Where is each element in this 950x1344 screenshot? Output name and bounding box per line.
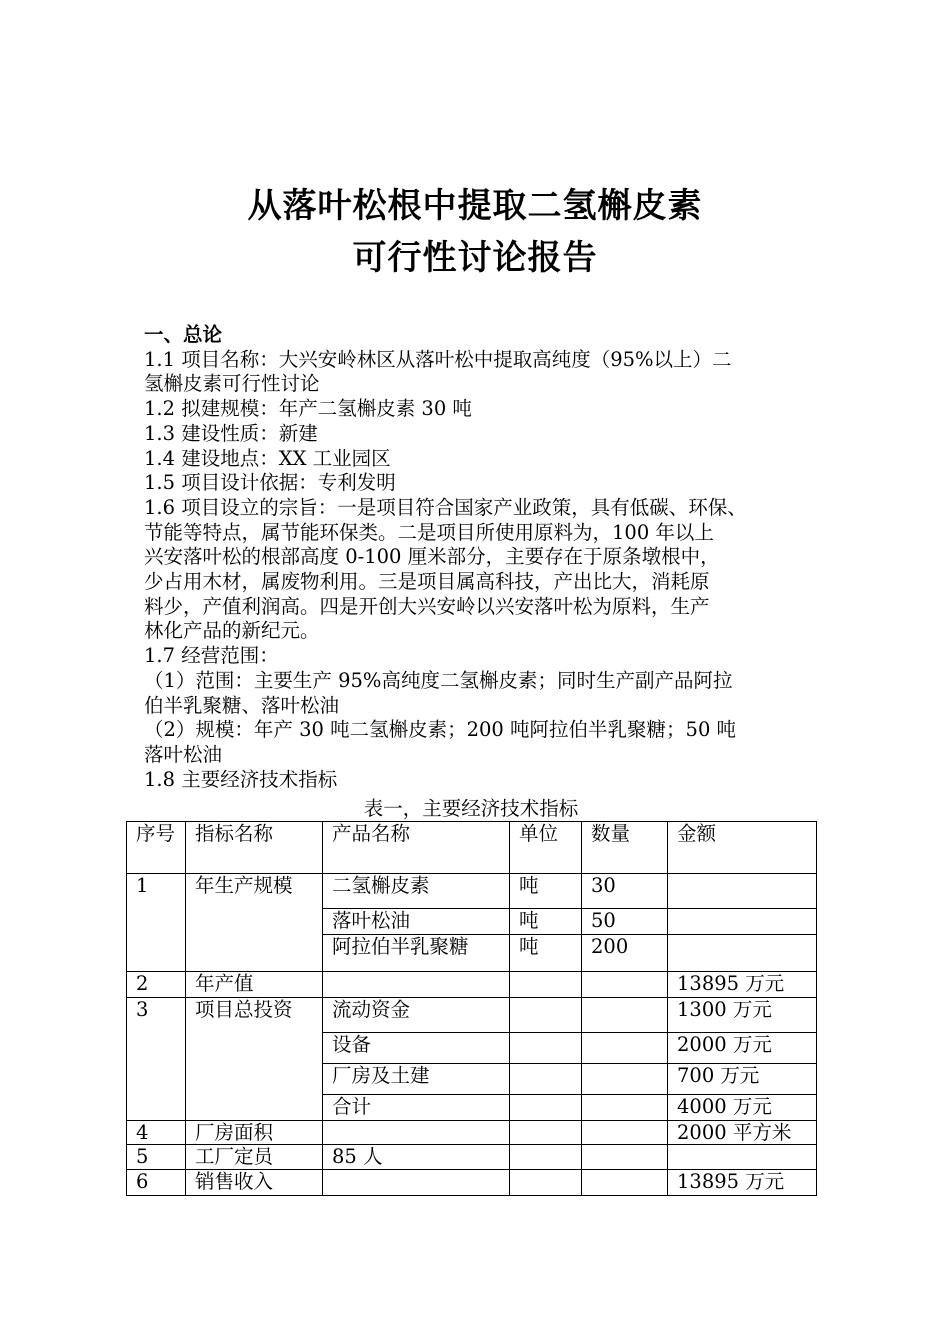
table-header-row bbox=[127, 822, 817, 874]
table-row bbox=[127, 1170, 817, 1196]
table-cell bbox=[582, 1095, 668, 1121]
table-cell: 年生产规模 bbox=[186, 874, 323, 972]
table-cell: 6 bbox=[127, 1170, 186, 1196]
table-cell bbox=[582, 998, 668, 1033]
table-cell: 2000 万元 bbox=[668, 1033, 817, 1064]
table-cell bbox=[510, 998, 582, 1033]
table-cell bbox=[510, 1145, 582, 1170]
paragraph-line: 1.7 经营范围： bbox=[144, 644, 279, 668]
table-cell bbox=[582, 972, 668, 998]
table-cell bbox=[510, 1033, 582, 1064]
header-cell: 数量 bbox=[582, 822, 668, 874]
table-cell: 吨 bbox=[510, 935, 582, 972]
paragraph-line: 节能等特点，属节能环保类。二是项目所使用原料为，100 年以上 bbox=[144, 520, 714, 544]
section-general bbox=[144, 323, 814, 792]
table-cell: 吨 bbox=[510, 909, 582, 935]
table-cell: 厂房面积 bbox=[186, 1121, 323, 1145]
table-cell: 工厂定员 bbox=[186, 1145, 323, 1170]
table-cell: 销售收入 bbox=[186, 1170, 323, 1196]
table-cell bbox=[582, 1145, 668, 1170]
paragraph-line: （1）范围：主要生产 95%高纯度二氢槲皮素；同时生产副产品阿拉 bbox=[144, 668, 733, 692]
paragraph-line: 兴安落叶松的根部高度 0-100 厘米部分，主要存在于原条墩根中， bbox=[144, 545, 720, 569]
table-cell bbox=[582, 1033, 668, 1064]
table-cell: 项目总投资 bbox=[186, 998, 323, 1121]
table-cell: 4 bbox=[127, 1121, 186, 1145]
section-heading: 一、总论 bbox=[144, 323, 223, 346]
paragraph-line: 1.8 主要经济技术指标 bbox=[144, 767, 338, 791]
table-cell: 合计 bbox=[323, 1095, 510, 1121]
header-cell: 序号 bbox=[127, 822, 186, 874]
table-cell bbox=[668, 935, 817, 972]
table-cell: 流动资金 bbox=[323, 998, 510, 1033]
paragraph-line: 1.6 项目设立的宗旨：一是项目符合国家产业政策，具有低碳、环保、 bbox=[144, 495, 747, 519]
paragraph-line: 氢槲皮素可行性讨论 bbox=[144, 372, 320, 396]
table-cell: 吨 bbox=[510, 874, 582, 909]
table-cell bbox=[582, 1170, 668, 1196]
table-cell: 5 bbox=[127, 1145, 186, 1170]
paragraph-line: （2）规模：年产 30 吨二氢槲皮素；200 吨阿拉伯半乳聚糖；50 吨 bbox=[144, 718, 737, 742]
table-row bbox=[127, 874, 817, 909]
table-cell: 30 bbox=[582, 874, 668, 909]
paragraph-line: 料少，产值利润高。四是开创大兴安岭以兴安落叶松为原料，生产 bbox=[144, 594, 710, 618]
header-cell: 单位 bbox=[510, 822, 582, 874]
header-cell: 指标名称 bbox=[186, 822, 323, 874]
table-cell bbox=[510, 1170, 582, 1196]
table-cell bbox=[510, 1064, 582, 1095]
paragraph-line: 1.3 建设性质：新建 bbox=[144, 421, 318, 445]
table-cell bbox=[510, 972, 582, 998]
table-row bbox=[127, 998, 817, 1033]
table-cell: 1 bbox=[127, 874, 186, 972]
paragraph-line: 少占用木材，属废物利用。三是项目属高科技，产出比大，消耗原 bbox=[144, 570, 710, 594]
table-cell bbox=[323, 1170, 510, 1196]
table-cell: 1300 万元 bbox=[668, 998, 817, 1033]
table-cell bbox=[668, 874, 817, 909]
table-cell: 200 bbox=[582, 935, 668, 972]
table-cell: 85 人 bbox=[323, 1145, 510, 1170]
document-title: 从落叶松根中提取二氢槲皮素 bbox=[247, 186, 703, 226]
table-caption: 表一，主要经济技术指标 bbox=[363, 797, 579, 820]
table-cell bbox=[510, 1121, 582, 1145]
table-cell: 2000 平方米 bbox=[668, 1121, 817, 1145]
table-cell: 阿拉伯半乳聚糖 bbox=[323, 935, 510, 972]
paragraph-line: 林化产品的新纪元。 bbox=[144, 619, 320, 643]
table-cell: 50 bbox=[582, 909, 668, 935]
table-cell: 3 bbox=[127, 998, 186, 1121]
table-cell: 年产值 bbox=[186, 972, 323, 998]
table-cell bbox=[582, 1064, 668, 1095]
paragraph-line: 落叶松油 bbox=[144, 742, 223, 766]
table-cell: 2 bbox=[127, 972, 186, 998]
table-cell: 13895 万元 bbox=[668, 1170, 817, 1196]
table-cell bbox=[582, 1121, 668, 1145]
paragraph-line: 伯半乳聚糖、落叶松油 bbox=[144, 693, 340, 717]
paragraph-line: 1.5 项目设计依据：专利发明 bbox=[144, 471, 396, 495]
table-cell: 落叶松油 bbox=[323, 909, 510, 935]
table-cell: 4000 万元 bbox=[668, 1095, 817, 1121]
table-cell bbox=[323, 972, 510, 998]
indicators-table bbox=[126, 821, 817, 1196]
header-cell: 金额 bbox=[668, 822, 817, 874]
table-row bbox=[127, 1121, 817, 1145]
document-subtitle: 可行性讨论报告 bbox=[352, 238, 598, 278]
table-cell bbox=[323, 1121, 510, 1145]
table-row bbox=[127, 1145, 817, 1170]
table-cell: 厂房及土建 bbox=[323, 1064, 510, 1095]
table-cell bbox=[668, 1145, 817, 1170]
table-row bbox=[127, 972, 817, 998]
table-cell bbox=[668, 909, 817, 935]
table-cell bbox=[510, 1095, 582, 1121]
paragraph-line: 1.4 建设地点：XX 工业园区 bbox=[144, 446, 391, 470]
header-cell: 产品名称 bbox=[323, 822, 510, 874]
table-cell: 700 万元 bbox=[668, 1064, 817, 1095]
paragraph-line: 1.1 项目名称：大兴安岭林区从落叶松中提取高纯度（95%以上）二 bbox=[144, 347, 732, 371]
table-cell: 设备 bbox=[323, 1033, 510, 1064]
table-cell: 13895 万元 bbox=[668, 972, 817, 998]
paragraph-line: 1.2 拟建规模：年产二氢槲皮素 30 吨 bbox=[144, 397, 472, 421]
table-cell: 二氢槲皮素 bbox=[323, 874, 510, 909]
